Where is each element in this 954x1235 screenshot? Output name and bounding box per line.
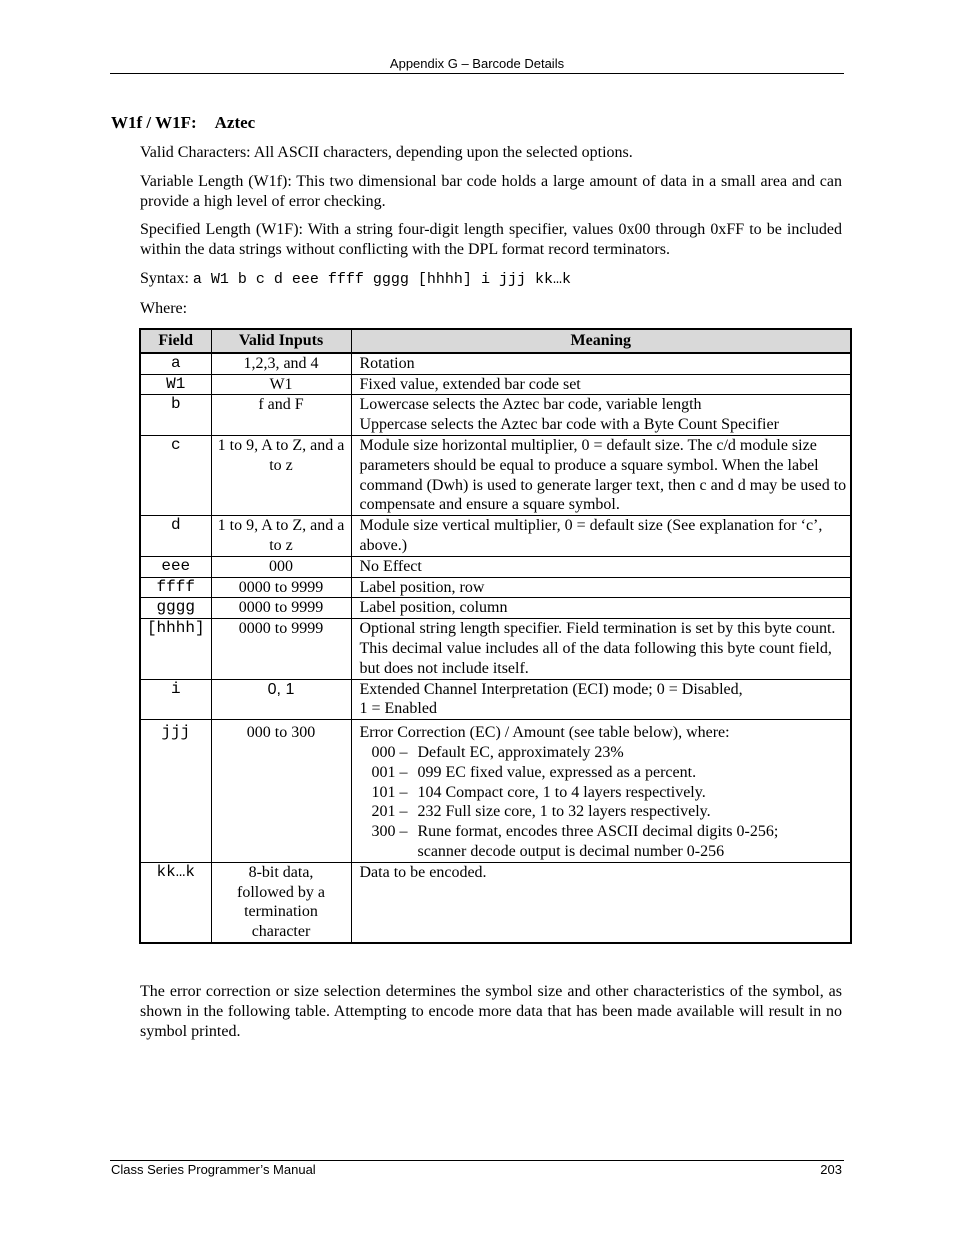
table-row — [140, 598, 851, 619]
section-code: W1f / W1F: — [111, 113, 197, 132]
meaning — [351, 395, 851, 436]
valid-inputs: W1 — [211, 374, 351, 395]
meaning: Module size vertical multiplier, 0 = default size (See explanation for ‘c’, above.) — [351, 516, 851, 557]
field-code: W1 — [140, 374, 211, 395]
ec-text: 232 Full size core, 1 to 32 layers respectively. — [417, 803, 711, 821]
meaning-line: 1 = Enabled — [359, 700, 437, 718]
field-code: jjj — [140, 720, 211, 863]
valid-inputs: 1 to 9, A to Z, and a to z — [211, 516, 351, 557]
field-code: a — [140, 353, 211, 374]
field-code: gggg — [140, 598, 211, 619]
ec-item — [360, 822, 849, 842]
ec-number: 300 – — [371, 823, 408, 841]
table-row — [140, 516, 851, 557]
valid-inputs: 000 — [211, 556, 351, 577]
field-code: eee — [140, 556, 211, 577]
header-valid-inputs: Valid Inputs — [211, 329, 351, 353]
table-row — [140, 577, 851, 598]
meaning: Optional string length specifier. Field termination is set by this byte count. This decimal value includes all of the data following this byte count field, but does not include itself. — [351, 619, 851, 679]
field-code: i — [140, 679, 211, 720]
ec-number: 001 – — [371, 763, 408, 781]
section-heading — [111, 113, 255, 133]
ec-text: Default EC, approximately 23% — [417, 743, 624, 761]
table-header-row — [140, 329, 851, 353]
meaning — [351, 679, 851, 720]
syntax-code: a W1 b c d eee ffff gggg [hhhh] i jjj kk…k — [192, 271, 571, 288]
meaning-line: Extended Channel Interpretation (ECI) mode; 0 = Disabled, — [359, 680, 743, 698]
table-row — [140, 395, 851, 436]
page-header: Appendix G – Barcode Details — [389, 56, 565, 71]
valid-inputs: f and F — [211, 395, 351, 436]
header-meaning: Meaning — [351, 329, 851, 353]
field-table — [139, 328, 852, 944]
specified-length-paragraph: Specified Length (W1F): With a string four-digit length specifier, values 0x00 through 0xFF to be included within the data strings without conflicting with the DPL format record terminators. — [140, 221, 842, 258]
valid-inputs: 0000 to 9999 — [211, 577, 351, 598]
table-row — [140, 720, 851, 863]
ec-item — [360, 743, 849, 763]
table-row — [140, 679, 851, 720]
table-row — [140, 353, 851, 374]
footer-rule — [110, 1160, 844, 1161]
valid-characters-paragraph: Valid Characters: All ASCII characters, depending upon the selected options. — [140, 144, 633, 161]
valid-inputs: 0000 to 9999 — [211, 598, 351, 619]
valid-inputs: 000 to 300 — [211, 720, 351, 863]
meaning-line: Uppercase selects the Aztec bar code with a Byte Count Specifier — [359, 416, 779, 434]
where-label: Where: — [140, 300, 188, 317]
meaning: Fixed value, extended bar code set — [351, 374, 851, 395]
header-rule — [110, 73, 844, 74]
valid-inputs: 8-bit data, followed by a termination character — [211, 862, 351, 943]
ec-intro: Error Correction (EC) / Amount (see table below), where: — [359, 724, 730, 742]
page-number: 203 — [820, 1162, 842, 1177]
meaning: Data to be encoded. — [351, 862, 851, 943]
ec-text: 104 Compact core, 1 to 4 layers respectively. — [417, 783, 706, 801]
meaning: Label position, row — [351, 577, 851, 598]
field-code: c — [140, 435, 211, 515]
ec-number: 101 – — [371, 783, 408, 801]
meaning: Rotation — [351, 353, 851, 374]
syntax-line — [140, 269, 842, 290]
field-code: kk…k — [140, 862, 211, 943]
valid-inputs: 1,2,3, and 4 — [211, 353, 351, 374]
header-field: Field — [140, 329, 211, 353]
syntax-label: Syntax: — [140, 270, 189, 287]
field-code: [hhhh] — [140, 619, 211, 679]
table-row — [140, 374, 851, 395]
ec-text: 099 EC fixed value, expressed as a percent. — [417, 763, 697, 781]
meaning-line: Lowercase selects the Aztec bar code, variable length — [359, 396, 702, 414]
ec-text: Rune format, encodes three ASCII decimal digits 0-256; — [417, 823, 779, 841]
valid-inputs: 0000 to 9999 — [211, 619, 351, 679]
valid-inputs: 0, 1 — [211, 679, 351, 720]
field-code: d — [140, 516, 211, 557]
ec-item — [360, 783, 849, 803]
ec-number: 201 – — [371, 803, 408, 821]
table-row — [140, 862, 851, 943]
closing-paragraph: The error correction or size selection determines the symbol size and other characteristics of the symbol, as shown in the following table. Attempting to encode more data that has been made available will result in no symbol printed. — [140, 983, 842, 1040]
table-row — [140, 619, 851, 679]
field-code: b — [140, 395, 211, 436]
table-row — [140, 435, 851, 515]
field-code: ffff — [140, 577, 211, 598]
footer-manual-title: Class Series Programmer’s Manual — [111, 1162, 316, 1177]
ec-number: 000 – — [371, 743, 408, 761]
ec-item — [360, 763, 849, 783]
meaning: Module size horizontal multiplier, 0 = default size. The c/d module size parameters should be equal to produce a square symbol. When the label command (Dwh) is used to generate larger text, then c and d may be used to compensate and ensure a square symbol. — [351, 435, 851, 515]
ec-continuation: scanner decode output is decimal number 0-256 — [417, 842, 725, 860]
valid-inputs: 1 to 9, A to Z, and a to z — [211, 435, 351, 515]
section-name: Aztec — [214, 113, 256, 132]
meaning: Label position, column — [351, 598, 851, 619]
meaning — [351, 720, 851, 863]
meaning: No Effect — [351, 556, 851, 577]
table-row — [140, 556, 851, 577]
ec-item — [360, 802, 849, 822]
variable-length-paragraph: Variable Length (W1f): This two dimensional bar code holds a large amount of data in a small area and can provide a high level of error checking. — [140, 173, 842, 210]
